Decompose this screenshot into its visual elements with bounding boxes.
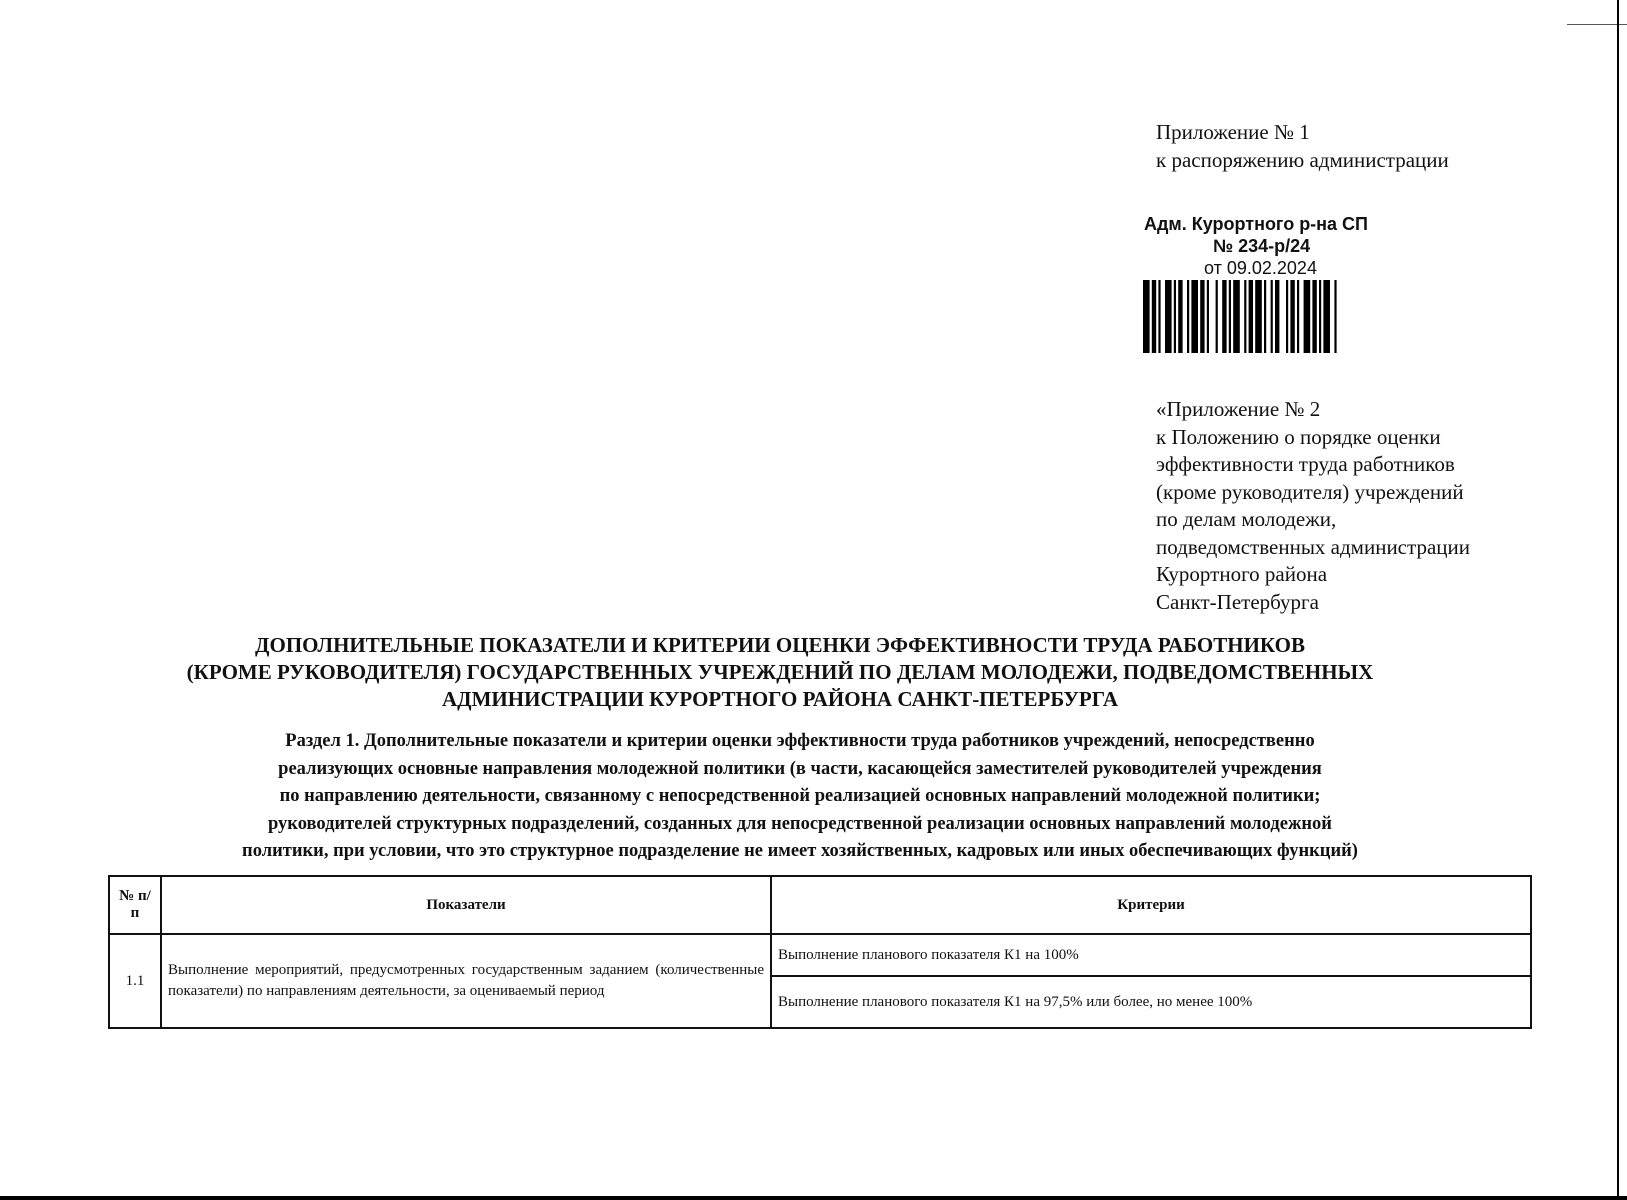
header-indicators: Показатели	[161, 876, 771, 934]
row-criterion: Выполнение планового показателя К1 на 97,5% или более, но менее 100%	[771, 976, 1531, 1028]
stamp-organization: Адм. Курортного р-на СП	[1144, 214, 1368, 234]
appendix-2-line: подведомственных администрации	[1156, 534, 1470, 559]
stamp-date: от 09.02.2024	[1204, 258, 1317, 278]
table-header-row	[109, 876, 1531, 934]
scan-edge-right	[1617, 0, 1619, 1200]
section-title-line: реализующих основные направления молодежной политики (в части, касающейся заместителей руководителей учреждения	[278, 758, 1322, 779]
appendix-2-line: эффективности труда работников	[1156, 452, 1455, 476]
section-title-line: Раздел 1. Дополнительные показатели и критерии оценки эффективности труда работников учреждений, непосредственно	[285, 731, 1315, 751]
barcode-icon	[1143, 280, 1403, 353]
appendix-2-line: (кроме руководителя) учреждений	[1156, 479, 1464, 504]
appendix-2-header	[1156, 396, 1470, 616]
stamp-number: № 234-р/24	[1213, 236, 1311, 256]
appendix-2-line: Санкт-Петербурга	[1156, 589, 1319, 614]
header-number: № п/п	[109, 876, 161, 934]
table-row	[109, 934, 1531, 976]
appendix-2-line: Курортного района	[1156, 562, 1328, 586]
document-title-line: ДОПОЛНИТЕЛЬНЫЕ ПОКАЗАТЕЛИ И КРИТЕРИИ ОЦЕНКИ ЭФФЕКТИВНОСТИ ТРУДА РАБОТНИКОВ	[255, 633, 1305, 657]
section-title-line: политики, при условии, что это структурное подразделение не имеет хозяйственных, кадровых или иных обеспечивающих функций)	[242, 841, 1358, 861]
appendix-2-line: «Приложение № 2	[1156, 397, 1321, 421]
document-title	[90, 632, 1470, 713]
row-criterion: Выполнение планового показателя К1 на 100%	[771, 934, 1531, 976]
document-title-line: (КРОМЕ РУКОВОДИТЕЛЯ) ГОСУДАРСТВЕННЫХ УЧРЕЖДЕНИЙ ПО ДЕЛАМ МОЛОДЕЖИ, ПОДВЕДОМСТВЕННЫХ	[186, 660, 1374, 684]
criteria-table	[108, 875, 1532, 1029]
section-title	[90, 728, 1510, 866]
appendix-1-line: Приложение № 1	[1156, 120, 1310, 144]
section-title-line: по направлению деятельности, связанному с непосредственной реализацией основных направлений молодежной политики;	[279, 786, 1321, 806]
scan-edge-bottom	[0, 1196, 1627, 1200]
appendix-1-header	[1156, 118, 1449, 174]
row-indicator: Выполнение мероприятий, предусмотренных государственным заданием (количественные показатели) по направлениям деятельности, за оцениваемый период	[161, 934, 771, 1028]
document-title-line: АДМИНИСТРАЦИИ КУРОРТНОГО РАЙОНА САНКТ-ПЕТЕРБУРГА	[442, 687, 1118, 711]
appendix-2-line: по делам молодежи,	[1156, 507, 1337, 531]
appendix-1-line: к распоряжению администрации	[1156, 148, 1449, 172]
header-criteria: Критерии	[771, 876, 1531, 934]
appendix-2-line: к Положению о порядке оценки	[1156, 424, 1441, 449]
row-number: 1.1	[109, 934, 161, 1028]
section-title-line: руководителей структурных подразделений, созданных для непосредственной реализации основных направлений молодежной	[268, 813, 1332, 834]
